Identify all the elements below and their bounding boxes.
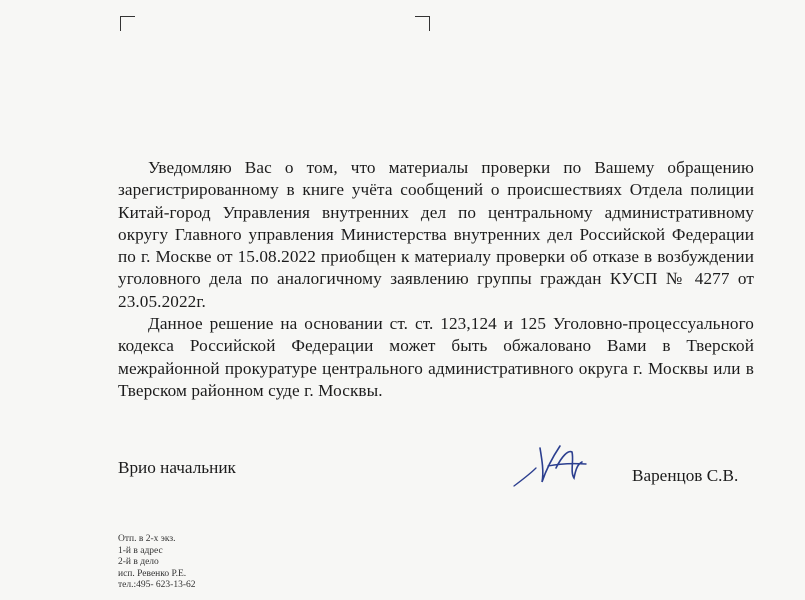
letter-body [118,157,754,402]
footer-executor: исп. Ревенко Р.Е. [118,568,187,579]
executor-footer [118,534,196,592]
footer-copies: Отп. в 2-х экз. [118,534,176,544]
paragraph-appeal-rights: Данное решение на основании ст. ст. 123,124 и 125 Уголовно-процессуального кодекса Российской Федерации может быть обжаловано Вами в Тверской межрайонной прокуратуре центрального административного округа г. Москвы или в Тверском районном суде г. Москвы. [118,314,754,400]
handwritten-signature-icon [512,438,592,494]
footer-phone: тел.:495- 623-13-62 [118,580,196,591]
address-corner-mark-right [415,16,430,31]
signatory-name: Варенцов С.В. [632,466,739,485]
footer-copy-2: 2-й в дело [118,557,159,568]
paragraph-notification: Уведомляю Вас о том, что материалы проверки по Вашему обращению зарегистрированному в книге учёта сообщений о происшествиях Отдела полиции Китай-город Управления внутренних дел по центральному административному округу Главного управления Министерства внутренних дел Российской Федерации по г. Москве от 15.08.2022 приобщен к материалу проверки об отказе в возбуждении уголовного дела по аналогичному заявлению группы граждан КУСП № 4277 от 23.05.2022г. [118,158,754,311]
footer-copy-1: 1-й в адрес [118,545,163,556]
signatory-title: Врио начальник [118,458,236,477]
address-corner-mark-left [120,16,135,31]
